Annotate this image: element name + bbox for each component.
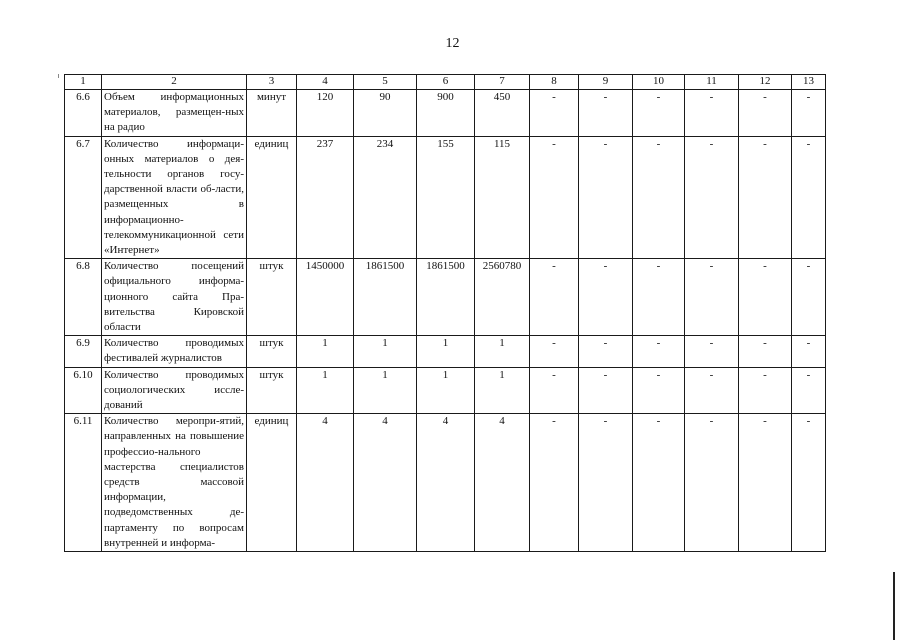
row-value-col-6: 1861500 xyxy=(417,259,475,336)
row-dash-col-12: - xyxy=(739,259,792,336)
row-value-col-4: 1450000 xyxy=(297,259,354,336)
row-indicator-name: Количество меропри-ятий, направленных на повышение профессио-нального мастерства специалистов средств массовой информации, подведомственных де-партаменту по вопросам внутренней и информа- xyxy=(102,414,247,552)
row-code: 6.9 xyxy=(65,336,102,367)
row-value-col-5: 234 xyxy=(354,136,417,259)
row-dash-col-8: - xyxy=(530,414,579,552)
row-dash-col-13: - xyxy=(792,90,826,137)
row-code: 6.11 xyxy=(65,414,102,552)
row-dash-col-11: - xyxy=(685,90,739,137)
header-col-7: 7 xyxy=(475,75,530,90)
table-row xyxy=(65,259,826,336)
row-value-col-7: 2560780 xyxy=(475,259,530,336)
header-row xyxy=(65,75,826,90)
row-dash-col-9: - xyxy=(579,136,633,259)
row-unit: единиц xyxy=(247,136,297,259)
row-value-col-4: 1 xyxy=(297,367,354,414)
header-col-5: 5 xyxy=(354,75,417,90)
row-dash-col-9: - xyxy=(579,336,633,367)
header-col-4: 4 xyxy=(297,75,354,90)
row-value-col-4: 237 xyxy=(297,136,354,259)
row-dash-col-10: - xyxy=(633,90,685,137)
row-dash-col-11: - xyxy=(685,336,739,367)
header-col-12: 12 xyxy=(739,75,792,90)
header-col-11: 11 xyxy=(685,75,739,90)
row-dash-col-10: - xyxy=(633,367,685,414)
row-dash-col-10: - xyxy=(633,414,685,552)
header-col-13: 13 xyxy=(792,75,826,90)
row-dash-col-10: - xyxy=(633,136,685,259)
table-row xyxy=(65,367,826,414)
row-dash-col-13: - xyxy=(792,259,826,336)
row-value-col-5: 1 xyxy=(354,336,417,367)
row-value-col-7: 1 xyxy=(475,336,530,367)
row-dash-col-9: - xyxy=(579,367,633,414)
row-dash-col-10: - xyxy=(633,336,685,367)
row-dash-col-11: - xyxy=(685,367,739,414)
row-unit: штук xyxy=(247,367,297,414)
header-col-8: 8 xyxy=(530,75,579,90)
row-dash-col-9: - xyxy=(579,414,633,552)
row-unit: штук xyxy=(247,336,297,367)
table-body xyxy=(65,90,826,552)
row-value-col-7: 115 xyxy=(475,136,530,259)
row-code: 6.7 xyxy=(65,136,102,259)
row-unit: единиц xyxy=(247,414,297,552)
header-col-3: 3 xyxy=(247,75,297,90)
row-value-col-7: 450 xyxy=(475,90,530,137)
header-col-1: 1 xyxy=(65,75,102,90)
row-dash-col-8: - xyxy=(530,136,579,259)
row-indicator-name: Количество проводимых фестивалей журналистов xyxy=(102,336,247,367)
row-indicator-name: Количество посещений официального информа-ционного сайта Пра-вительства Кировской области xyxy=(102,259,247,336)
row-indicator-name: Объем информационных материалов, размещен-ных на радио xyxy=(102,90,247,137)
margin-tick xyxy=(58,74,59,78)
table-row xyxy=(65,136,826,259)
header-col-9: 9 xyxy=(579,75,633,90)
indicators-table xyxy=(64,74,826,552)
row-value-col-7: 4 xyxy=(475,414,530,552)
page-number: 12 xyxy=(445,36,460,51)
row-value-col-4: 120 xyxy=(297,90,354,137)
header-col-6: 6 xyxy=(417,75,475,90)
row-dash-col-8: - xyxy=(530,90,579,137)
row-dash-col-11: - xyxy=(685,414,739,552)
row-value-col-7: 1 xyxy=(475,367,530,414)
row-dash-col-13: - xyxy=(792,336,826,367)
row-dash-col-9: - xyxy=(579,90,633,137)
row-code: 6.6 xyxy=(65,90,102,137)
header-col-10: 10 xyxy=(633,75,685,90)
page-edge-line xyxy=(893,572,895,640)
row-value-col-6: 1 xyxy=(417,367,475,414)
row-dash-col-13: - xyxy=(792,414,826,552)
row-dash-col-12: - xyxy=(739,90,792,137)
row-value-col-5: 4 xyxy=(354,414,417,552)
row-dash-col-9: - xyxy=(579,259,633,336)
row-value-col-6: 4 xyxy=(417,414,475,552)
row-code: 6.8 xyxy=(65,259,102,336)
row-value-col-4: 4 xyxy=(297,414,354,552)
row-dash-col-12: - xyxy=(739,367,792,414)
row-value-col-5: 1 xyxy=(354,367,417,414)
row-indicator-name: Количество информаци-онных материалов о дея-тельности органов госу-дарственной власти об-ласти, размещенных в информационно-телекоммуникационной сети «Интернет» xyxy=(102,136,247,259)
row-dash-col-8: - xyxy=(530,336,579,367)
header-col-2: 2 xyxy=(102,75,247,90)
row-value-col-4: 1 xyxy=(297,336,354,367)
row-dash-col-13: - xyxy=(792,136,826,259)
row-dash-col-8: - xyxy=(530,367,579,414)
row-dash-col-11: - xyxy=(685,136,739,259)
row-value-col-6: 900 xyxy=(417,90,475,137)
row-unit: штук xyxy=(247,259,297,336)
row-value-col-5: 90 xyxy=(354,90,417,137)
row-dash-col-8: - xyxy=(530,259,579,336)
row-unit: минут xyxy=(247,90,297,137)
row-dash-col-13: - xyxy=(792,367,826,414)
table-row xyxy=(65,414,826,552)
row-dash-col-12: - xyxy=(739,336,792,367)
table-row xyxy=(65,90,826,137)
row-dash-col-11: - xyxy=(685,259,739,336)
row-code: 6.10 xyxy=(65,367,102,414)
row-dash-col-12: - xyxy=(739,136,792,259)
row-dash-col-12: - xyxy=(739,414,792,552)
row-value-col-6: 155 xyxy=(417,136,475,259)
table-row xyxy=(65,336,826,367)
table-header xyxy=(65,75,826,90)
row-value-col-5: 1861500 xyxy=(354,259,417,336)
row-value-col-6: 1 xyxy=(417,336,475,367)
row-dash-col-10: - xyxy=(633,259,685,336)
row-indicator-name: Количество проводимых социологических иссле-дований xyxy=(102,367,247,414)
